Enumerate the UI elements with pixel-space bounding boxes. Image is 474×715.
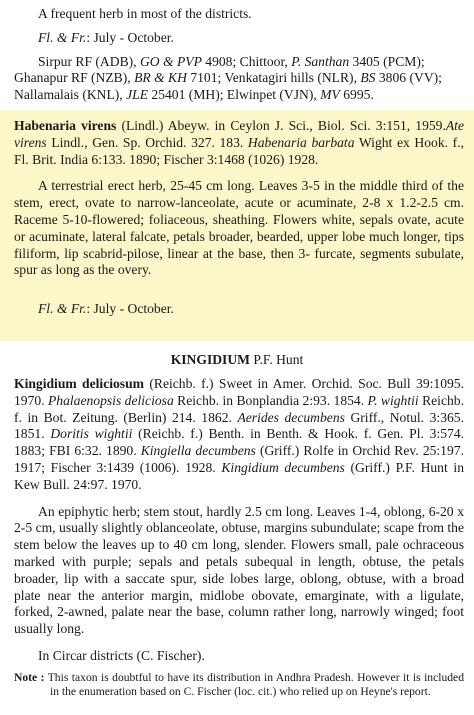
habenaria-virens-entry bbox=[14, 118, 464, 318]
distribution-note: In Circar districts (C. Fischer). bbox=[38, 647, 205, 663]
taxon-note bbox=[14, 671, 464, 700]
note-text: This taxon is doubtful to have its distribution in Andhra Pradesh. However it is included in the enumeration based on C. Fischer (loc. cit.) who relied up on Heyne's report. bbox=[44, 670, 464, 699]
genus-name: KINGIDIUM bbox=[170, 352, 250, 367]
species-description: An epiphytic herb; stem stout, hardly 2.5 cm long. Leaves 1-4, oblong, 6-20 x 2-5 cm, usually slightly oblanceolate, obtuse, margins subundulate; scape from the stem below the leaves up to 40 cm long, slender. Flowers small, pale ochraceous marked with purple; sepals and petals subequal in length, obtuse, the petals broader, lip with a saccate spur, side lobes large, oblong, obtuse, with a broad plate near the anterior margin, midlobe obovate, emarginate, with a ligulate, forked, 2-awned, palate near the base, column rather long, narrowly winged; foot usually long. bbox=[14, 503, 464, 637]
flowering-fruiting-line bbox=[14, 30, 464, 47]
previous-entry-tail bbox=[14, 6, 464, 104]
species-description: A terrestrial erect herb, 25-45 cm long. Leaves 3-5 in the middle third of the stem, erect, ovate to narrow-lanceolate, acute or acuminate, 2-8 x 1.2-2.5 cm. Raceme 5-10-flowered; foliaceous, sheathing. Flowers white, sepals ovate, acute or acuminate, lateral falcate, petals broader, bearded, upper lobe much longer, tips filiform, lip scabrid-pilose, linear at the base, then 3- furcate, segments subulate, spur as long as the overy. bbox=[14, 178, 464, 278]
genus-author: P.F. Hunt bbox=[250, 352, 304, 367]
flowering-fruiting-value: : July - October. bbox=[86, 301, 174, 317]
flowering-fruiting-label: Fl. & Fr. bbox=[38, 301, 87, 317]
specimens-cited: Sirpur RF (ADB), GO & PVP 4908; Chittoor, P. Santhan 3405 (PCM); Ghanapur RF (NZB), BR & KH 7101; Venkatagiri hills (NLR), BS 3806 (VV); Nallamalais (KNL), JLE 25401 (MH); Elwinpet (VJN), MV 6995. bbox=[14, 53, 442, 103]
species-name: Kingidium deliciosum bbox=[14, 376, 144, 391]
genus-heading bbox=[0, 352, 474, 369]
kingidium-deliciosum-entry bbox=[14, 376, 464, 700]
species-citation: Kingidium deliciosum (Reichb. f.) Sweet in Amer. Orchid. Soc. Bull 39:1095. 1970. Phalaenopsis deliciosa Reichb. in Bonplandia 2:93. 1854. P. wightii Reichb. f. in Bot. Zeitung. (Berlin) 214. 1862. Aerides decumbens Griff., Notul. 3:365. 1851. Doritis wightii (Reichb. f.) Benth. in Benth. & Hook. f. Gen. Pl. 3:574. 1883; FBI 6:32. 1890. Kingiella decumbens (Griff.) Rolfe in Orchid Rev. 25:197. 1917; Fischer 3:1439 (1006). 1928. Kingidium decumbens (Griff.) P.F. Hunt in Kew Bull. 24:97. 1970. bbox=[14, 376, 465, 492]
flowering-fruiting-label: Fl. & Fr. bbox=[38, 29, 87, 45]
note-label: Note : bbox=[14, 670, 45, 684]
habitat-note: A frequent herb in most of the districts. bbox=[38, 6, 252, 21]
species-citation: Habenaria virens (Lindl.) Abeyw. in Ceylon J. Sci., Biol. Sci. 3:151, 1959.Ate virens Lindl., Gen. Sp. Orchid. 327. 183. Habenaria barbata Wight ex Hook. f., Fl. Brit. India 6:133. 1890; Fischer 3:1468 (1026) 1928. bbox=[14, 118, 464, 167]
flowering-fruiting-value: : July - October. bbox=[86, 29, 174, 45]
flowering-fruiting-line bbox=[14, 301, 464, 318]
species-name: Habenaria virens bbox=[14, 118, 117, 133]
